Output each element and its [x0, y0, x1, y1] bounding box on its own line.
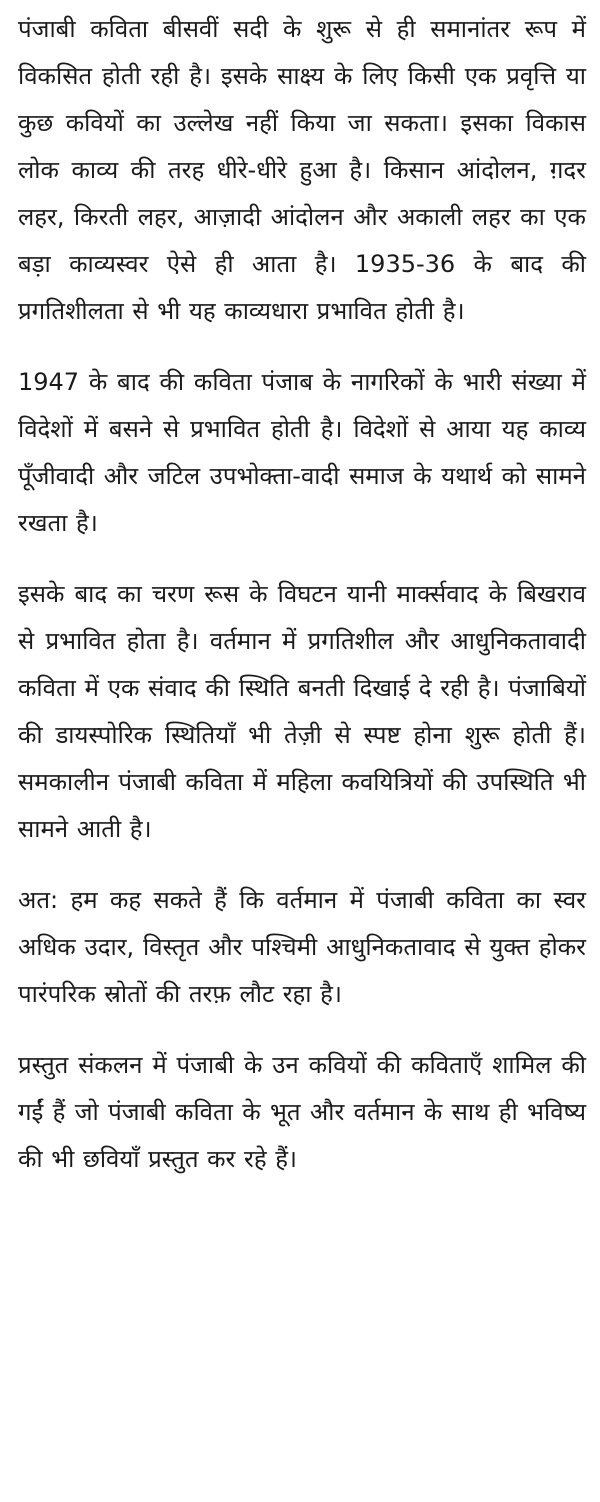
paragraph-post-1947-poetry: 1947 के बाद की कविता पंजाब के नागरिकों के भारी संख्या में विदेशों में बसने से प्रभावित होती है। विदेशों से आया यह काव्य पूँजीवादी और जटिल उपभोक्ता-वादी समाज के यथार्थ को सामने रखता है।: [18, 368, 586, 537]
paragraph-conclusion: अत: हम कह सकते हैं कि वर्तमान में पंजाबी कविता का स्वर अधिक उदार, विस्तृत और पश्चिमी आधुनिकतावाद से युक्त होकर पारंपरिक स्रोतों की तरफ़ लौट रहा है।: [18, 886, 586, 1008]
paragraph-punjabi-poetry-origins: पंजाबी कविता बीसवीं सदी के शुरू से ही समानांतर रूप में विकसित होती रही है। इसके साक्ष्य के लिए किसी एक प्रवृत्ति या कुछ कवियों का उल्लेख नहीं किया जा सकता। इसका विकास लोक काव्य की तरह धीरे-धीरे हुआ है। किसान आंदोलन, ग़दर लहर, किरती लहर, आज़ादी आंदोलन और अकाली लहर का एक बड़ा काव्यस्वर ऐसे ही आता है। 1935-36 के बाद की प्रगतिशीलता से भी यह काव्यधारा प्रभावित होती है।: [18, 15, 586, 325]
paragraph-post-soviet-phase: इसके बाद का चरण रूस के विघटन यानी मार्क्सवाद के बिखराव से प्रभावित होता है। वर्तमान में प्रगतिशील और आधुनिकतावादी कविता में एक संवाद की स्थिति बनती दिखाई दे रही है। पंजाबियों की डायस्पोरिक स्थितियाँ भी तेज़ी से स्पष्ट होना शुरू होती हैं। समकालीन पंजाबी कविता में महिला कवयित्रियों की उपस्थिति भी सामने आती है।: [18, 580, 586, 843]
paragraph-anthology-note: प्रस्तुत संकलन में पंजाबी के उन कवियों की कविताएँ शामिल की गईं हैं जो पंजाबी कविता के भूत और वर्तमान के साथ ही भविष्य की भी छवियाँ प्रस्तुत कर रहे हैं।: [18, 1051, 586, 1173]
